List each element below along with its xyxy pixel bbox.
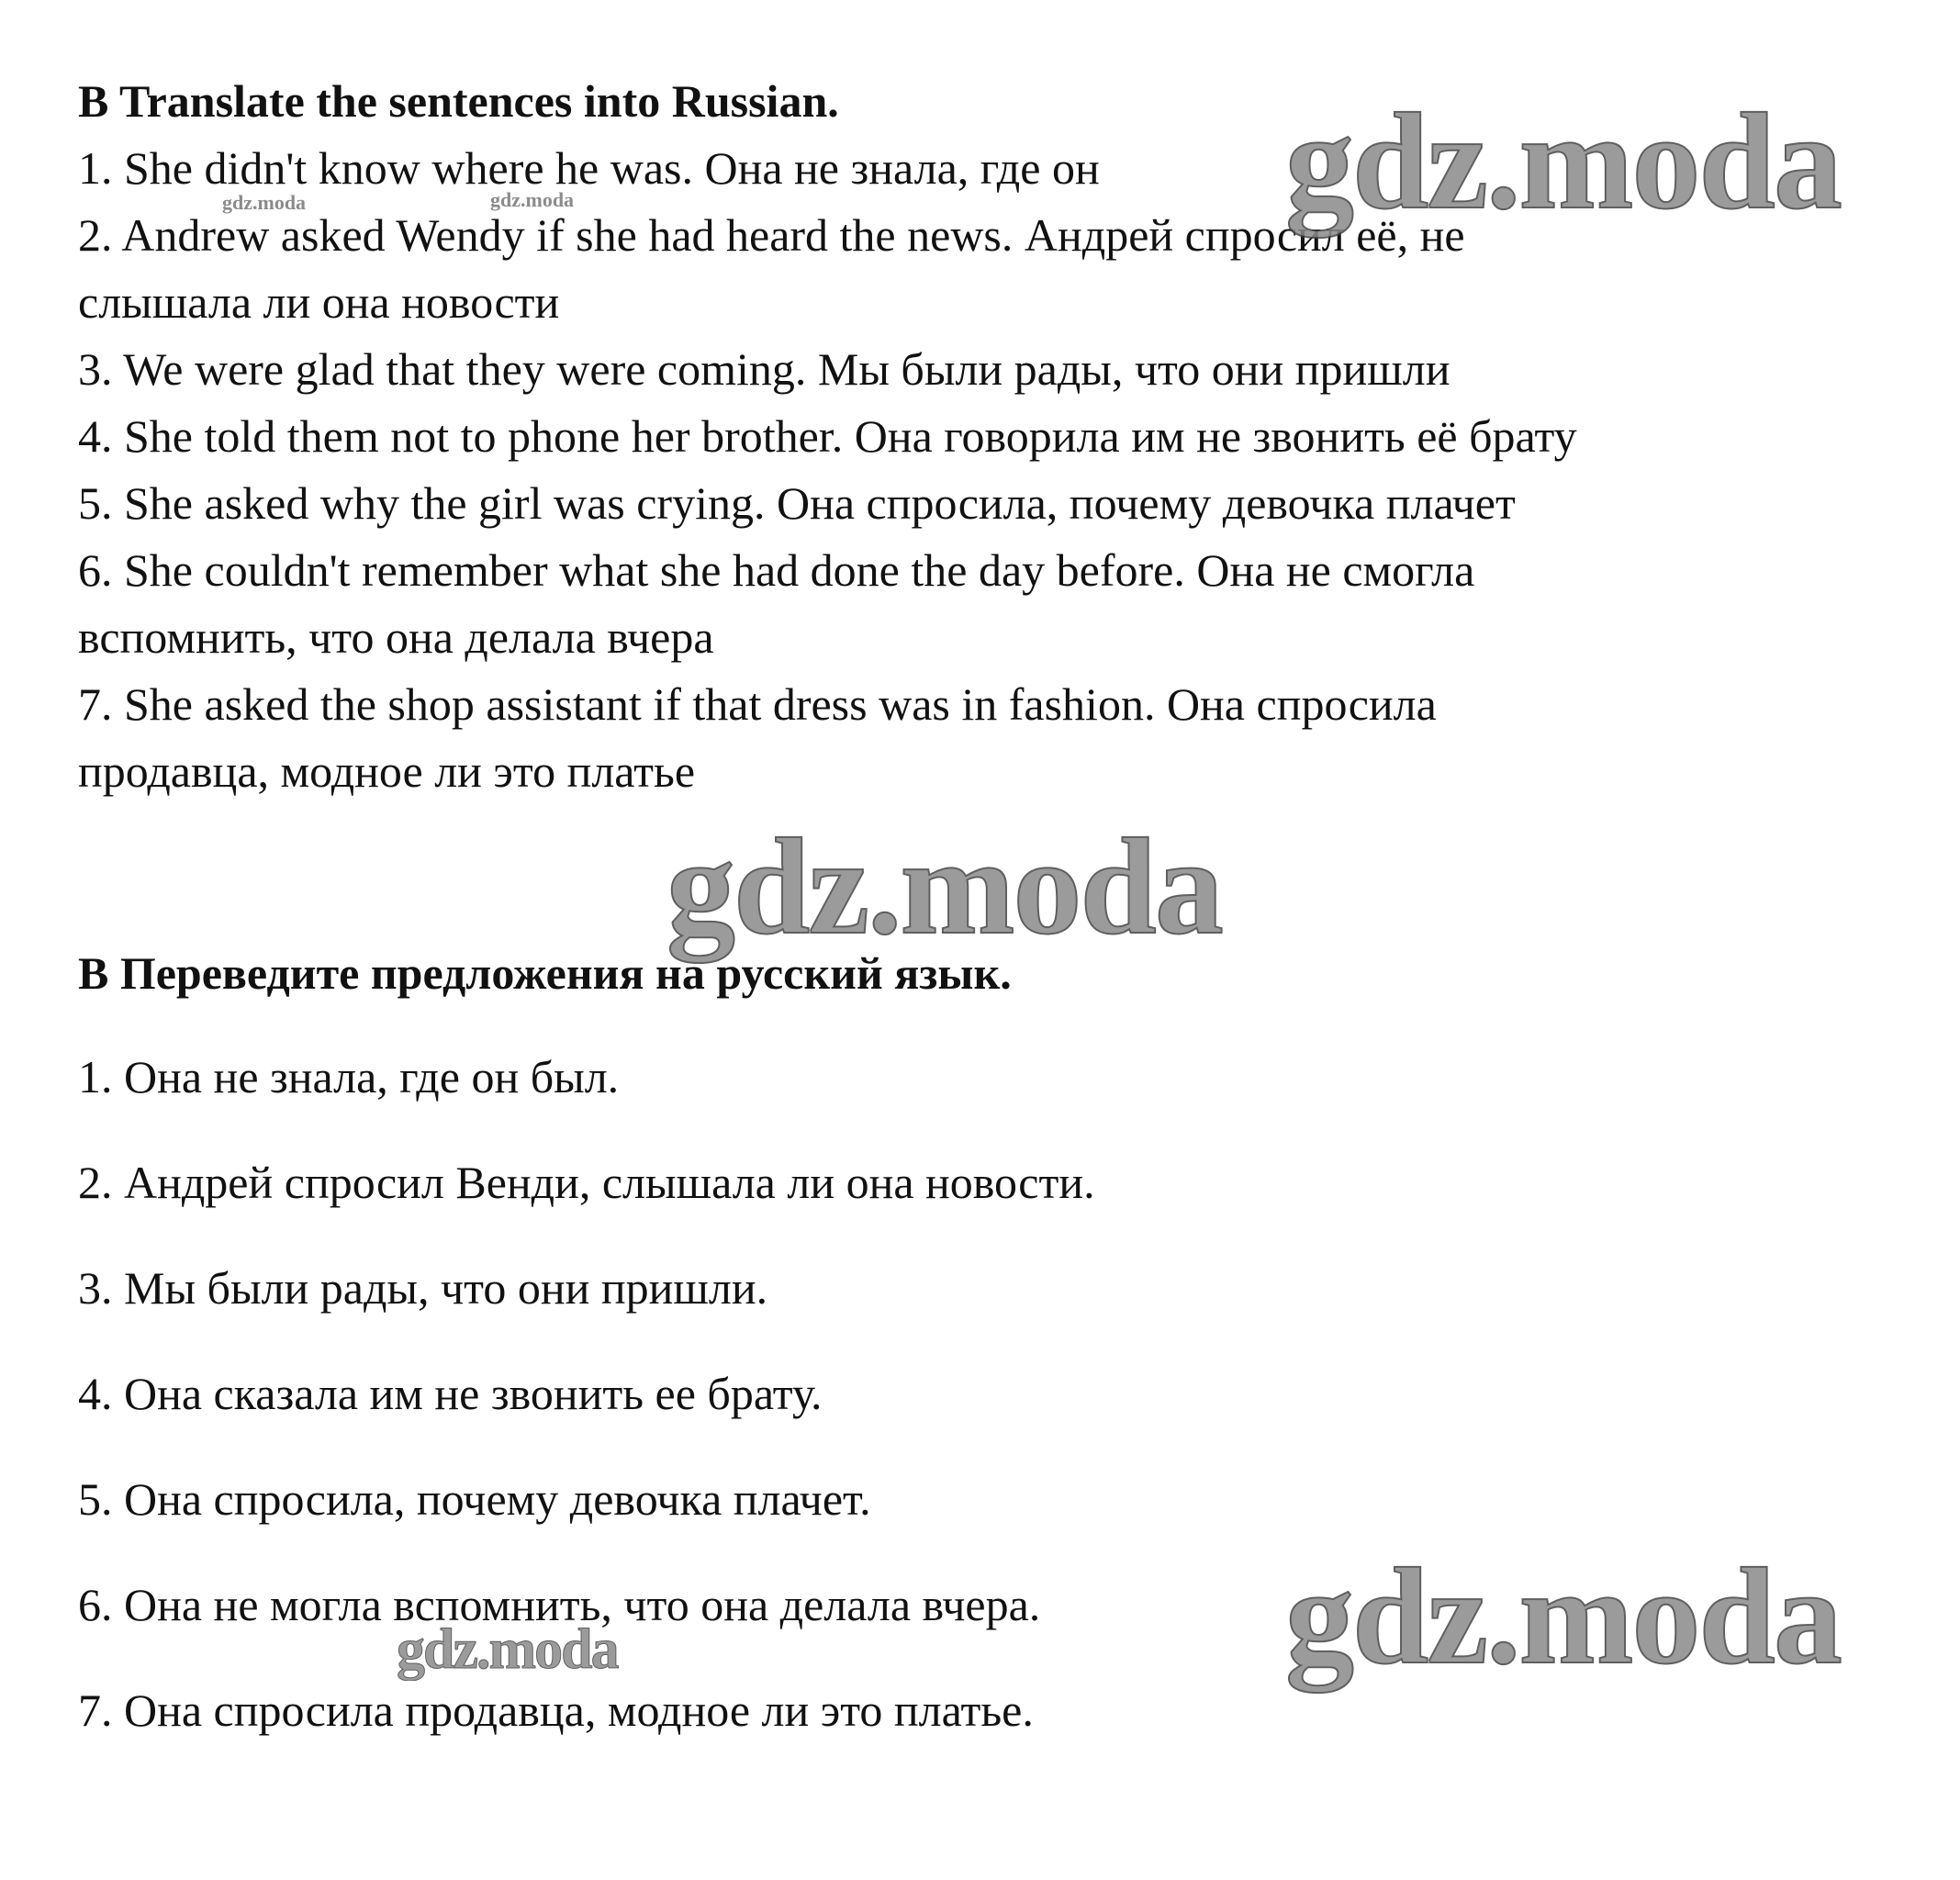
text-line: 7. She asked the shop assistant if that dress was in fashion. Она спросила bbox=[78, 678, 1437, 730]
list-item: 3. Мы были рады, что они пришли. bbox=[78, 1262, 768, 1314]
text-line: 6. She couldn't remember what she had done the day before. Она не смогла bbox=[78, 544, 1475, 596]
section-heading: B Translate the sentences into Russian. bbox=[78, 75, 839, 127]
text-line: 4. She told them not to phone her brother. Она говорила им не звонить её брату bbox=[78, 410, 1577, 462]
text-line: слышала ли она новости bbox=[78, 276, 560, 328]
watermark: gdz.moda bbox=[490, 188, 575, 211]
list-item: 7. Она спросила продавца, модное ли это платье. bbox=[78, 1684, 1034, 1736]
text-line: 2. Andrew asked Wendy if she had heard the news. Андрей спросил её, не bbox=[78, 209, 1465, 261]
list-item: 6. Она не могла вспомнить, что она делала вчера. bbox=[78, 1579, 1041, 1630]
text-line: 5. She asked why the girl was crying. Она спросила, почему девочка плачет bbox=[78, 477, 1516, 529]
section-heading: В Переведите предложения на русский язык. bbox=[78, 947, 1012, 999]
text-line: продавца, модное ли это платье bbox=[78, 745, 696, 797]
watermark: gdz.moda bbox=[222, 191, 307, 214]
text-line: 1. She didn't know where he was. Она не знала, где он bbox=[78, 142, 1100, 194]
watermark: gdz.moda bbox=[397, 1618, 618, 1681]
text-line: вспомнить, что она делала вчера bbox=[78, 611, 714, 663]
watermark: gdz.moda bbox=[666, 811, 1222, 963]
list-item: 1. Она не знала, где он был. bbox=[78, 1051, 620, 1102]
list-item: 2. Андрей спросил Венди, слышала ли она новости. bbox=[78, 1157, 1095, 1208]
watermark: gdz.moda bbox=[1285, 85, 1841, 238]
list-item: 5. Она спросила, почему девочка плачет. bbox=[78, 1473, 871, 1525]
watermark: gdz.moda bbox=[1285, 1540, 1841, 1693]
list-item: 4. Она сказала им не звонить ее брату. bbox=[78, 1368, 823, 1419]
text-line: 3. We were glad that they were coming. Мы были рады, что они пришли bbox=[78, 343, 1450, 395]
